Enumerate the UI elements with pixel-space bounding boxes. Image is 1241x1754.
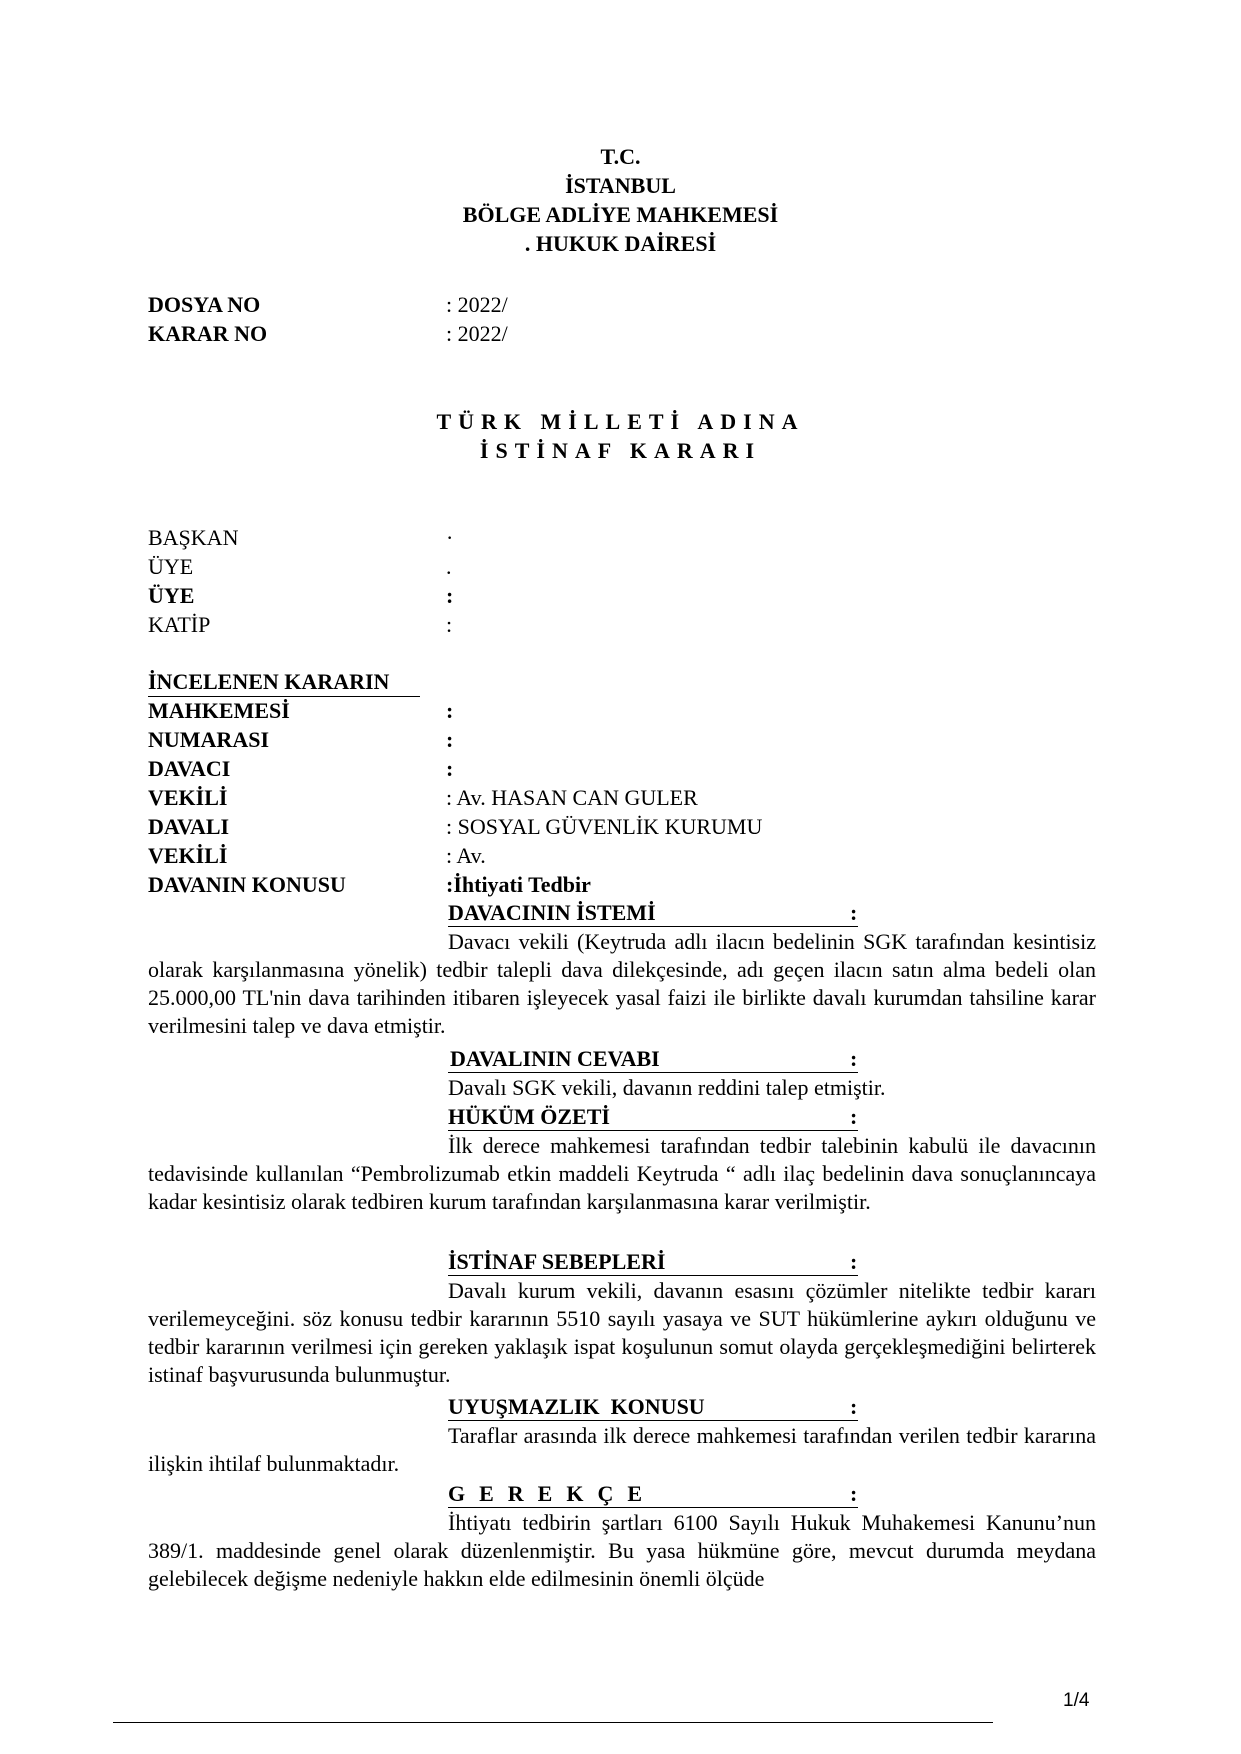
section-istem-rule — [448, 926, 858, 927]
section-gerekce-rule — [448, 1507, 858, 1508]
panel-katip-value: : — [446, 612, 453, 637]
case-numara-label: NUMARASI — [148, 727, 269, 752]
case-vekil1-value: : Av. HASAN CAN GULER — [446, 785, 698, 810]
section-cevap-rule — [448, 1072, 858, 1073]
section-cevap-title: DAVALININ CEVABI — [450, 1046, 660, 1071]
case-konu-label: DAVANIN KONUSU — [148, 872, 346, 897]
section-istinaf-colon: : — [850, 1249, 858, 1274]
section-istem-text: Davacı vekili (Keytruda adlı ilacın bedelinin SGK tarafından kesintisiz olarak karşılanmasına yönelik) tedbir talepli dava dilekçesinde, adı geçen ilacın satın alma bedeli olan 25.000,00 TL'nin dava tarihinden itibaren işleyecek yasal faizi ile birlikte davalı kurumdan tahsiline karar verilmesini talep ve dava etmiştir. — [148, 929, 1096, 1038]
header-city: İSTANBUL — [565, 173, 676, 198]
panel-baskan-label: BAŞKAN — [148, 525, 239, 550]
case-davaci-value: : — [446, 756, 454, 781]
section-gerekce-title: GEREKÇE — [448, 1481, 657, 1506]
case-davali-value: : SOSYAL GÜVENLİK KURUMU — [446, 814, 763, 839]
section-hukum-text: İlk derece mahkemesi tarafından tedbir talebinin kabulü ile davacının tedavisinde kullanılan “Pembrolizumab etkin maddeli Keytruda “ adlı ilaç bedelinin dava sonuçlanıncaya kadar kesintisiz olarak tedbiren kurum tarafından karşılanmasına karar verilmiştir. — [148, 1133, 1096, 1214]
section-gerekce-colon: : — [850, 1481, 858, 1506]
section-istem-colon: : — [850, 900, 858, 925]
page-number: 1/4 — [1063, 1690, 1090, 1711]
section-uyusmazlik-text: Taraflar arasında ilk derece mahkemesi tarafından verilen tedbir kararına ilişkin ihtilaf bulunmaktadır. — [148, 1423, 1096, 1476]
karar-no-label: KARAR NO — [148, 321, 268, 346]
footer-rule — [113, 1722, 993, 1723]
title-nation: TÜRK MİLLETİ ADINA — [436, 409, 805, 434]
section-istinaf-title: İSTİNAF SEBEPLERİ — [448, 1249, 666, 1274]
section-istinaf-rule — [448, 1275, 858, 1276]
panel-uye2-label: ÜYE — [148, 583, 195, 608]
section-istinaf-text: Davalı kurum vekili, davanın esasını çözümler nitelikte tedbir kararı verilemeyceğini. söz konusu tedbir kararının 5510 sayılı yasaya ve SUT hükümlerine aykırı olduğunu ve tedbir kararının verilmesi için gereken yaklaşık ispat koşulunun somut olayda gerçekleşmediğini belirterek istinaf başvurusunda bulunmuştur. — [148, 1278, 1096, 1387]
section-cevap-colon: : — [850, 1046, 858, 1071]
case-davali-label: DAVALI — [148, 814, 230, 839]
panel-katip-label: KATİP — [148, 612, 211, 637]
case-vekil1-label: VEKİLİ — [148, 785, 228, 810]
case-vekil2-label: VEKİLİ — [148, 843, 228, 868]
section-hukum-colon: : — [850, 1104, 858, 1129]
section-hukum-title: HÜKÜM ÖZETİ — [448, 1104, 610, 1129]
panel-uye1-value: . — [446, 554, 452, 579]
header-court: BÖLGE ADLİYE MAHKEMESİ — [462, 202, 779, 227]
header-tc: T.C. — [600, 144, 641, 169]
section-gerekce-text: İhtiyatı tedbirin şartları 6100 Sayılı Hukuk Muhakemesi Kanunu’nun 389/1. maddesinde genel olarak düzenlenmiştir. Bu yasa hükmüne göre, mevcut durumda meydana gelebilecek değişme nedeniyle hakkın elde edilmesinin önemli ölçüde — [148, 1510, 1096, 1591]
dosya-no-label: DOSYA NO — [148, 292, 261, 317]
section-uyusmazlik-colon: : — [850, 1394, 858, 1419]
title-decision: İSTİNAF KARARI — [479, 438, 762, 463]
case-mahkeme-label: MAHKEMESİ — [148, 698, 290, 723]
karar-no-value: : 2022/ — [446, 321, 508, 346]
dosya-no-value: : 2022/ — [446, 292, 508, 317]
case-davaci-label: DAVACI — [148, 756, 231, 781]
case-mahkeme-value: : — [446, 698, 454, 723]
case-numara-value: : — [446, 727, 454, 752]
case-vekil2-value: : Av. — [446, 843, 486, 868]
section-uyusmazlik-rule — [448, 1420, 858, 1421]
case-konu-value: :İhtiyati Tedbir — [446, 872, 591, 897]
section-hukum-rule — [448, 1130, 858, 1131]
header-chamber: . HUKUK DAİRESİ — [524, 231, 717, 256]
panel-baskan-value: · — [446, 525, 454, 550]
section-cevap-text: Davalı SGK vekili, davanın reddini talep etmiştir. — [448, 1075, 886, 1100]
panel-uye1-label: ÜYE — [148, 554, 194, 579]
section-istem-title: DAVACININ İSTEMİ — [448, 900, 656, 925]
section-uyusmazlik-title: UYUŞMAZLIK KONUSU — [448, 1394, 705, 1419]
case-heading: İNCELENEN KARARIN — [148, 668, 420, 697]
panel-uye2-value: : — [446, 583, 454, 608]
